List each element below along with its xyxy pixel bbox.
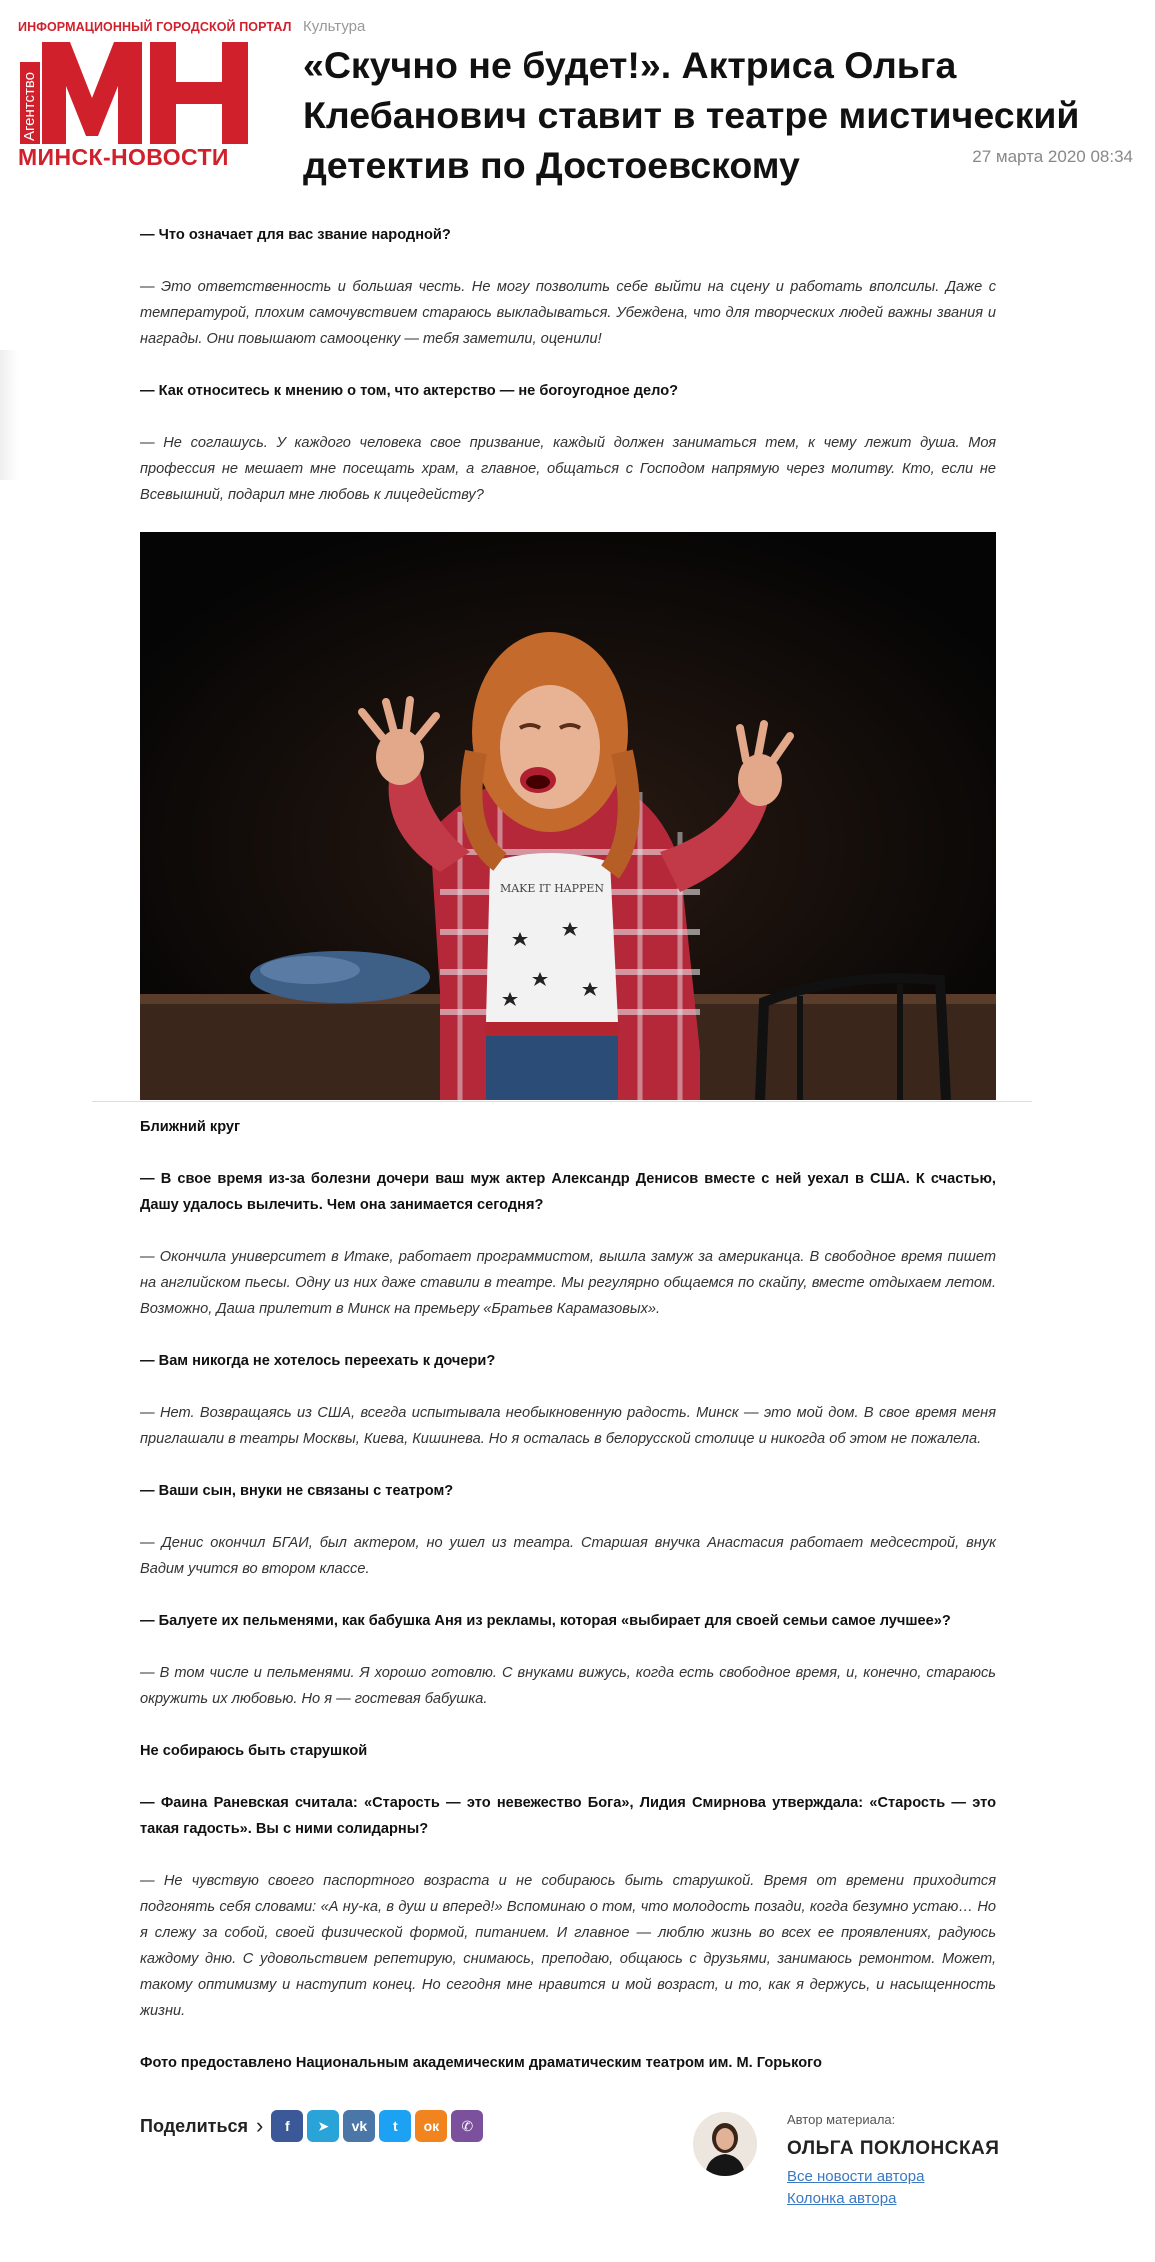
facebook-share-icon[interactable]: f [271, 2110, 303, 2142]
logo-wordmark: МИНСК-НОВОСТИ [18, 144, 233, 171]
answer-paragraph: — Нет. Возвращаясь из США, всегда испытывала необыкновенную радость. Минск — это мой дом. В свое время меня приглашали в театры Москвы, Киева, Кишинева. Но я осталась в белорусской столице и никогда об этом не пожалела. [140, 1405, 996, 1447]
author-column-link[interactable]: Колонка автора [787, 2190, 897, 2207]
paragraph-gap [140, 352, 996, 378]
paragraph-gap [140, 248, 996, 274]
question-paragraph: — Ваши сын, внуки не связаны с театром? [140, 1483, 454, 1499]
author-avatar[interactable] [693, 2112, 757, 2176]
author-news-link[interactable]: Все новости автора [787, 2168, 925, 2185]
article-body-top [140, 222, 996, 508]
answer-paragraph: — Не чувствую своего паспортного возраста и не собираюсь быть старушкой. Время от времени приходится подгонять себя словами: «А ну-ка, в душ и вперед!» Вспоминаю о том, что молодость позади, когда безумно устаю… Но я слежу за собой, своей физической формой, питанием. И главное — люблю жизнь во всех ее проявлениях, радуюсь каждому дню. С удовольствием репетирую, снимаюсь, преподаю, общаюсь с друзьями, занимаюсь ремонтом. Может, такому оптимизму и наступит конец. Но сегодня мне нравится и мой возраст, и то, как я держусь, и насыщенность жизни. [140, 1873, 996, 2019]
viber-share-icon[interactable]: ✆ [451, 2110, 483, 2142]
chevron-right-icon: › [256, 2113, 264, 2138]
paragraph-gap [140, 1374, 996, 1400]
article-title: «Скучно не будет!». Актриса Ольга Клебанович ставит в театре мистический детектив по Достоевскому [303, 44, 1080, 186]
paragraph-gap [140, 2024, 996, 2050]
vk-share-icon[interactable]: vk [343, 2110, 375, 2142]
telegram-share-icon[interactable]: ➤ [307, 2110, 339, 2142]
logo-vertical-label: Агентство [20, 62, 40, 152]
paragraph-gap [140, 404, 996, 430]
question-paragraph: — Вам никогда не хотелось переехать к дочери? [140, 1353, 496, 1369]
divider [92, 1101, 1032, 1102]
answer-paragraph: — В том числе и пельменями. Я хорошо готовлю. С внуками вижусь, когда есть свободное время, и, конечно, стараюсь окружить их любовью. Но я — гостевая бабушка. [140, 1665, 996, 1707]
article-photo [140, 532, 996, 1100]
edge-decoration [0, 350, 18, 480]
question-paragraph: — Фаина Раневская считала: «Старость — это невежество Бога», Лидия Смирнова утверждала: «Старость — это такая гадость». Вы с ними солидарны? [140, 1795, 996, 1837]
paragraph-gap [140, 1218, 996, 1244]
paragraph-gap [140, 1764, 996, 1790]
question-paragraph: — Балуете их пельменями, как бабушка Аня из рекламы, которая «выбирает для своей семьи самое лучшее»? [140, 1613, 951, 1629]
paragraph-gap [140, 1140, 996, 1166]
paragraph-gap [140, 1582, 996, 1608]
tshirt-print: MAKE IT HAPPEN [499, 882, 605, 895]
paragraph-gap [140, 1842, 996, 1868]
article-body-bottom [140, 1114, 996, 2076]
question-paragraph: — Что означает для вас звание народной? [140, 227, 451, 243]
answer-paragraph: — Это ответственность и большая честь. Не могу позволить себе выйти на сцену и работать вполсилы. Даже с температурой, плохим самочувствием стараюсь выкладываться. Убеждена, что для творческих людей важны звания и награды. Они повышают самооценку — тебя заметили, оценили! [140, 279, 996, 347]
subheading: Не собираюсь быть старушкой [140, 1743, 368, 1759]
paragraph-gap [140, 1712, 996, 1738]
twitter-share-icon[interactable]: t [379, 2110, 411, 2142]
site-logo[interactable] [18, 20, 292, 170]
share-label: Поделиться [140, 2115, 249, 2136]
paragraph-gap [140, 1634, 996, 1660]
answer-paragraph: — Окончила университет в Итаке, работает программистом, вышла замуж за американца. В свободное время пишет на английском пьесы. Одну из них даже ставили в театре. Мы регулярно общаемся по скайпу, вместе отдыхаем летом. Возможно, Даша прилетит в Минск на премьеру «Братьев Карамазовых». [140, 1249, 996, 1317]
subheading: Ближний круг [140, 1119, 241, 1135]
article-rubric[interactable]: Культура [303, 18, 366, 35]
paragraph-gap [140, 1504, 996, 1530]
logo-tagline: ИНФОРМАЦИОННЫЙ ГОРОДСКОЙ ПОРТАЛ [18, 20, 292, 34]
odnoklassniki-share-icon[interactable]: ок [415, 2110, 447, 2142]
author-name[interactable]: ОЛЬГА ПОКЛОНСКАЯ [787, 2138, 1000, 2159]
paragraph-gap [140, 1452, 996, 1478]
share-bar [140, 2110, 487, 2142]
question-paragraph: — Как относитесь к мнению о том, что актерство — не богоугодное дело? [140, 383, 679, 399]
answer-paragraph: — Не соглашусь. У каждого человека свое призвание, каждый должен заниматься тем, к чему лежит душа. Моя профессия не мешает мне посещать храм, а главное, общаться с Господом напрямую через молитву. Кто, если не Всевышний, подарил мне любовь к лицедейству? [140, 435, 996, 503]
author-label: Автор материала: [787, 2112, 896, 2127]
paragraph-gap [140, 1322, 996, 1348]
article-date: 27 марта 2020 08:34 [972, 147, 1133, 166]
answer-paragraph: — Денис окончил БГАИ, был актером, но ушел из театра. Старшая внучка Анастасия работает медсестрой, внук Вадим учится во втором классе. [140, 1535, 996, 1577]
question-paragraph: Фото предоставлено Национальным академическим драматическим театром им. М. Горького [140, 2055, 822, 2071]
question-paragraph: — В свое время из-за болезни дочери ваш муж актер Александр Денисов вместе с ней уехал в США. К счастью, Дашу удалось вылечить. Чем она занимается сегодня? [140, 1171, 996, 1213]
